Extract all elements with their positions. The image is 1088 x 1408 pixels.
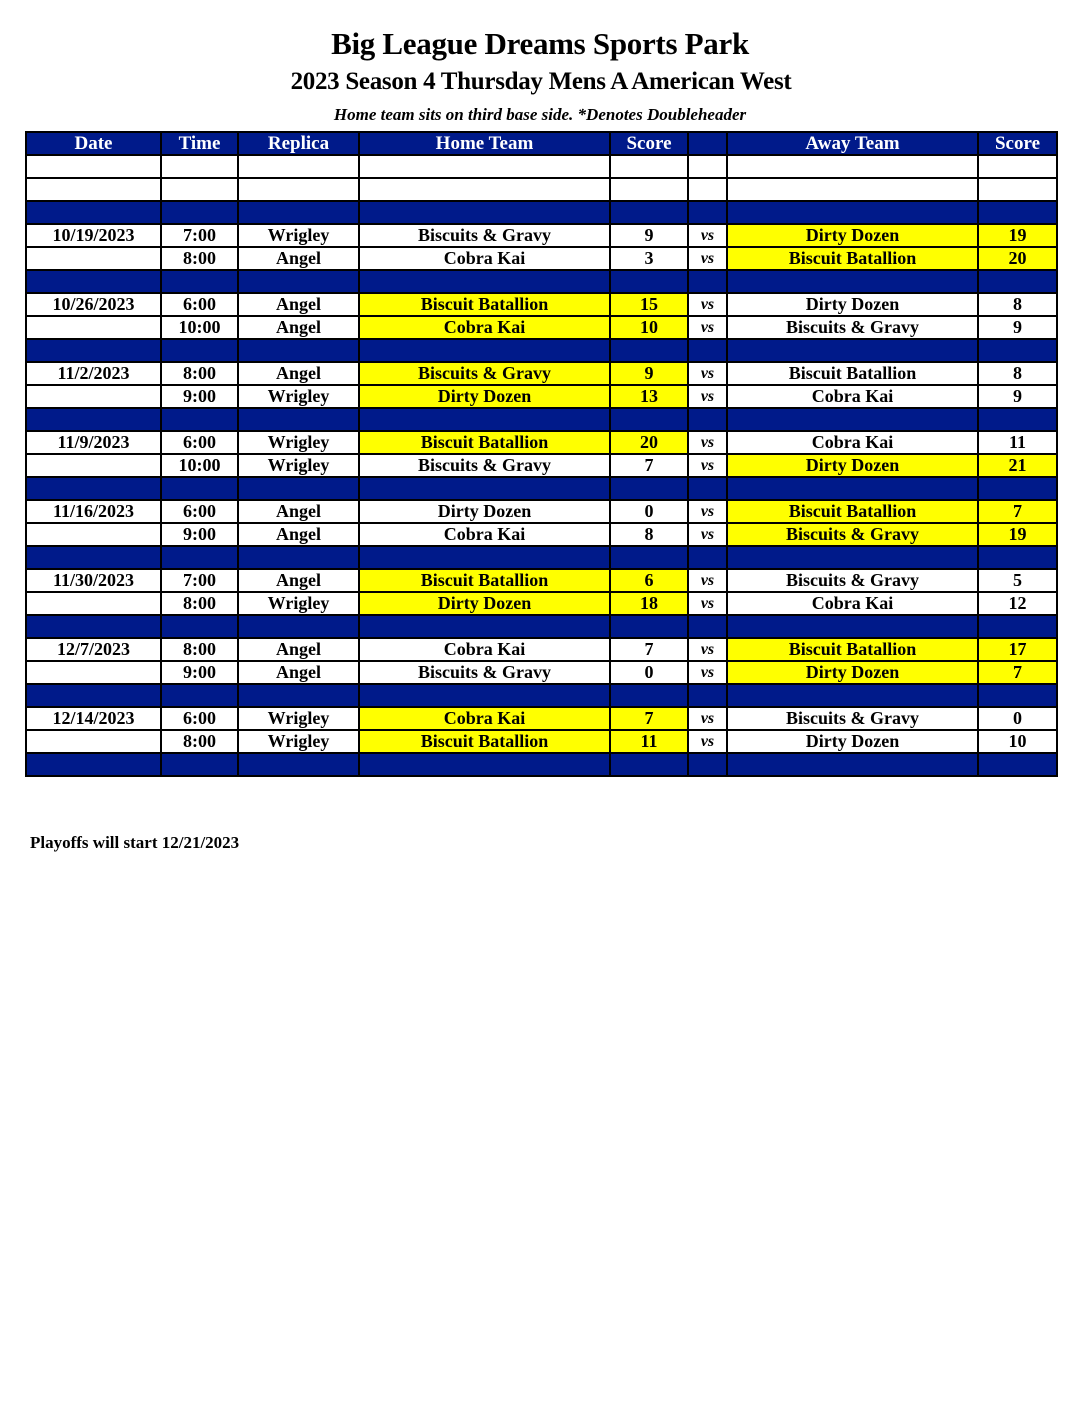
game-time: 7:00	[161, 224, 238, 247]
away-score: 12	[978, 592, 1057, 615]
separator-cell	[688, 753, 727, 776]
separator-cell	[238, 615, 359, 638]
separator-cell	[978, 546, 1057, 569]
away-team: Biscuit Batallion	[727, 500, 978, 523]
col-header-home-score: Score	[610, 132, 688, 155]
schedule-note: Home team sits on third base side. *Denotes Doubleheader	[333, 105, 747, 124]
home-team: Cobra Kai	[359, 523, 610, 546]
away-score: 0	[978, 707, 1057, 730]
game-date: 11/9/2023	[26, 431, 161, 454]
home-score: 7	[610, 707, 688, 730]
separator-cell	[161, 339, 238, 362]
separator-cell	[688, 615, 727, 638]
vs-label: vs	[688, 362, 727, 385]
game-replica: Wrigley	[238, 385, 359, 408]
separator-cell	[688, 201, 727, 224]
game-date: 11/30/2023	[26, 569, 161, 592]
separator-cell	[26, 477, 161, 500]
home-score: 11	[610, 730, 688, 753]
schedule-body	[26, 155, 1057, 776]
home-score: 9	[610, 362, 688, 385]
home-team: Biscuits & Gravy	[359, 661, 610, 684]
separator-cell	[359, 339, 610, 362]
separator-cell	[238, 546, 359, 569]
away-team: Biscuit Batallion	[727, 362, 978, 385]
home-team: Dirty Dozen	[359, 500, 610, 523]
separator-cell	[238, 684, 359, 707]
home-score: 0	[610, 500, 688, 523]
game-date: 12/7/2023	[26, 638, 161, 661]
game-time: 8:00	[161, 362, 238, 385]
game-time: 10:00	[161, 454, 238, 477]
week-separator	[26, 408, 1057, 431]
away-team: Cobra Kai	[727, 385, 978, 408]
away-team: Dirty Dozen	[727, 293, 978, 316]
week-separator	[26, 477, 1057, 500]
game-row	[26, 293, 1057, 316]
game-row	[26, 730, 1057, 753]
game-replica: Angel	[238, 500, 359, 523]
separator-cell	[26, 546, 161, 569]
separator-cell	[359, 546, 610, 569]
game-row	[26, 500, 1057, 523]
game-date	[26, 523, 161, 546]
empty-row	[26, 178, 1057, 201]
game-date	[26, 661, 161, 684]
game-time: 9:00	[161, 523, 238, 546]
separator-cell	[238, 201, 359, 224]
game-date	[26, 454, 161, 477]
week-separator	[26, 339, 1057, 362]
game-date: 10/19/2023	[26, 224, 161, 247]
separator-cell	[359, 201, 610, 224]
separator-cell	[978, 270, 1057, 293]
home-team: Dirty Dozen	[359, 385, 610, 408]
away-score: 9	[978, 316, 1057, 339]
game-date: 10/26/2023	[26, 293, 161, 316]
separator-cell	[161, 546, 238, 569]
separator-cell	[359, 270, 610, 293]
week-separator	[26, 615, 1057, 638]
away-team: Biscuits & Gravy	[727, 316, 978, 339]
separator-cell	[26, 753, 161, 776]
separator-cell	[161, 201, 238, 224]
home-score: 7	[610, 454, 688, 477]
separator-cell	[727, 339, 978, 362]
separator-cell	[161, 615, 238, 638]
game-row	[26, 454, 1057, 477]
away-score: 10	[978, 730, 1057, 753]
separator-cell	[978, 339, 1057, 362]
separator-cell	[161, 477, 238, 500]
away-team: Biscuits & Gravy	[727, 523, 978, 546]
game-time: 6:00	[161, 500, 238, 523]
game-replica: Angel	[238, 569, 359, 592]
home-score: 0	[610, 661, 688, 684]
vs-label: vs	[688, 569, 727, 592]
game-row	[26, 638, 1057, 661]
schedule-table	[25, 131, 1058, 777]
vs-label: vs	[688, 500, 727, 523]
game-time: 6:00	[161, 293, 238, 316]
vs-label: vs	[688, 523, 727, 546]
separator-cell	[688, 270, 727, 293]
separator-cell	[727, 408, 978, 431]
game-replica: Wrigley	[238, 431, 359, 454]
game-date	[26, 247, 161, 270]
separator-cell	[610, 477, 688, 500]
home-score: 13	[610, 385, 688, 408]
game-row	[26, 385, 1057, 408]
vs-label: vs	[688, 661, 727, 684]
home-team: Biscuits & Gravy	[359, 454, 610, 477]
away-team: Dirty Dozen	[727, 661, 978, 684]
game-replica: Angel	[238, 362, 359, 385]
col-header-time: Time	[161, 132, 238, 155]
game-row	[26, 362, 1057, 385]
separator-cell	[610, 270, 688, 293]
separator-cell	[688, 339, 727, 362]
game-date	[26, 316, 161, 339]
game-replica: Wrigley	[238, 592, 359, 615]
game-row	[26, 569, 1057, 592]
game-time: 8:00	[161, 592, 238, 615]
away-score: 9	[978, 385, 1057, 408]
away-score: 11	[978, 431, 1057, 454]
separator-cell	[359, 477, 610, 500]
home-team: Biscuit Batallion	[359, 569, 610, 592]
home-score: 10	[610, 316, 688, 339]
away-team: Biscuit Batallion	[727, 638, 978, 661]
game-row	[26, 316, 1057, 339]
game-date	[26, 730, 161, 753]
vs-label: vs	[688, 316, 727, 339]
separator-cell	[727, 201, 978, 224]
separator-cell	[26, 201, 161, 224]
home-score: 8	[610, 523, 688, 546]
separator-cell	[161, 270, 238, 293]
week-separator	[26, 753, 1057, 776]
game-time: 8:00	[161, 638, 238, 661]
game-time: 6:00	[161, 707, 238, 730]
away-team: Cobra Kai	[727, 431, 978, 454]
vs-label: vs	[688, 707, 727, 730]
home-team: Biscuits & Gravy	[359, 224, 610, 247]
game-row	[26, 224, 1057, 247]
game-row	[26, 707, 1057, 730]
home-team: Cobra Kai	[359, 707, 610, 730]
away-team: Dirty Dozen	[727, 730, 978, 753]
col-header-date: Date	[26, 132, 161, 155]
separator-cell	[26, 339, 161, 362]
separator-cell	[688, 546, 727, 569]
home-team: Cobra Kai	[359, 638, 610, 661]
game-replica: Angel	[238, 638, 359, 661]
vs-label: vs	[688, 385, 727, 408]
game-replica: Angel	[238, 247, 359, 270]
away-score: 7	[978, 500, 1057, 523]
vs-label: vs	[688, 592, 727, 615]
separator-cell	[359, 753, 610, 776]
separator-cell	[359, 684, 610, 707]
vs-label: vs	[688, 293, 727, 316]
game-date	[26, 592, 161, 615]
game-replica: Wrigley	[238, 730, 359, 753]
game-replica: Wrigley	[238, 454, 359, 477]
week-separator	[26, 270, 1057, 293]
vs-label: vs	[688, 454, 727, 477]
game-replica: Wrigley	[238, 224, 359, 247]
separator-cell	[161, 408, 238, 431]
game-replica: Angel	[238, 293, 359, 316]
home-score: 7	[610, 638, 688, 661]
separator-cell	[610, 753, 688, 776]
game-time: 8:00	[161, 247, 238, 270]
separator-cell	[26, 615, 161, 638]
game-date: 12/14/2023	[26, 707, 161, 730]
game-time: 9:00	[161, 661, 238, 684]
game-row	[26, 592, 1057, 615]
col-header-away-team: Away Team	[727, 132, 978, 155]
home-team: Biscuit Batallion	[359, 293, 610, 316]
game-time: 9:00	[161, 385, 238, 408]
separator-cell	[359, 615, 610, 638]
separator-cell	[978, 684, 1057, 707]
week-separator	[26, 201, 1057, 224]
game-date	[26, 385, 161, 408]
separator-cell	[727, 684, 978, 707]
game-time: 7:00	[161, 569, 238, 592]
header-row	[26, 132, 1057, 155]
separator-cell	[161, 753, 238, 776]
game-date: 11/2/2023	[26, 362, 161, 385]
page-title: Big League Dreams Sports Park	[331, 26, 749, 61]
col-header-away-score: Score	[978, 132, 1057, 155]
away-score: 17	[978, 638, 1057, 661]
separator-cell	[359, 408, 610, 431]
game-row	[26, 431, 1057, 454]
separator-cell	[610, 339, 688, 362]
separator-cell	[238, 477, 359, 500]
col-header-replica: Replica	[238, 132, 359, 155]
vs-label: vs	[688, 431, 727, 454]
separator-cell	[238, 270, 359, 293]
vs-label: vs	[688, 224, 727, 247]
away-score: 19	[978, 523, 1057, 546]
vs-label: vs	[688, 247, 727, 270]
away-score: 21	[978, 454, 1057, 477]
separator-cell	[727, 615, 978, 638]
separator-cell	[610, 684, 688, 707]
separator-cell	[26, 408, 161, 431]
home-score: 6	[610, 569, 688, 592]
col-header-home-team: Home Team	[359, 132, 610, 155]
separator-cell	[688, 684, 727, 707]
away-team: Biscuits & Gravy	[727, 569, 978, 592]
away-team: Dirty Dozen	[727, 454, 978, 477]
game-time: 8:00	[161, 730, 238, 753]
game-replica: Angel	[238, 661, 359, 684]
separator-cell	[978, 201, 1057, 224]
col-header-vs	[688, 132, 727, 155]
separator-cell	[727, 477, 978, 500]
away-team: Dirty Dozen	[727, 224, 978, 247]
away-score: 7	[978, 661, 1057, 684]
separator-cell	[238, 339, 359, 362]
game-replica: Wrigley	[238, 707, 359, 730]
game-row	[26, 523, 1057, 546]
away-score: 5	[978, 569, 1057, 592]
separator-cell	[688, 477, 727, 500]
game-time: 6:00	[161, 431, 238, 454]
separator-cell	[26, 270, 161, 293]
separator-cell	[978, 753, 1057, 776]
home-score: 20	[610, 431, 688, 454]
week-separator	[26, 546, 1057, 569]
separator-cell	[727, 753, 978, 776]
home-team: Biscuits & Gravy	[359, 362, 610, 385]
away-score: 8	[978, 362, 1057, 385]
home-team: Biscuit Batallion	[359, 431, 610, 454]
vs-label: vs	[688, 638, 727, 661]
away-team: Cobra Kai	[727, 592, 978, 615]
home-score: 9	[610, 224, 688, 247]
separator-cell	[161, 684, 238, 707]
separator-cell	[610, 615, 688, 638]
away-team: Biscuits & Gravy	[727, 707, 978, 730]
separator-cell	[978, 477, 1057, 500]
home-team: Biscuit Batallion	[359, 730, 610, 753]
game-time: 10:00	[161, 316, 238, 339]
separator-cell	[238, 408, 359, 431]
separator-cell	[610, 546, 688, 569]
separator-cell	[727, 270, 978, 293]
home-team: Cobra Kai	[359, 247, 610, 270]
empty-row	[26, 155, 1057, 178]
home-score: 18	[610, 592, 688, 615]
away-score: 8	[978, 293, 1057, 316]
game-row	[26, 661, 1057, 684]
home-score: 3	[610, 247, 688, 270]
home-team: Cobra Kai	[359, 316, 610, 339]
game-replica: Angel	[238, 316, 359, 339]
separator-cell	[610, 201, 688, 224]
separator-cell	[978, 408, 1057, 431]
game-replica: Angel	[238, 523, 359, 546]
separator-cell	[238, 753, 359, 776]
game-row	[26, 247, 1057, 270]
home-score: 15	[610, 293, 688, 316]
separator-cell	[727, 546, 978, 569]
playoffs-note: Playoffs will start 12/21/2023	[30, 833, 240, 852]
separator-cell	[610, 408, 688, 431]
away-score: 19	[978, 224, 1057, 247]
separator-cell	[978, 615, 1057, 638]
home-team: Dirty Dozen	[359, 592, 610, 615]
page-subtitle: 2023 Season 4 Thursday Mens A American West	[290, 68, 792, 95]
week-separator	[26, 684, 1057, 707]
game-date: 11/16/2023	[26, 500, 161, 523]
separator-cell	[26, 684, 161, 707]
separator-cell	[688, 408, 727, 431]
vs-label: vs	[688, 730, 727, 753]
away-score: 20	[978, 247, 1057, 270]
away-team: Biscuit Batallion	[727, 247, 978, 270]
